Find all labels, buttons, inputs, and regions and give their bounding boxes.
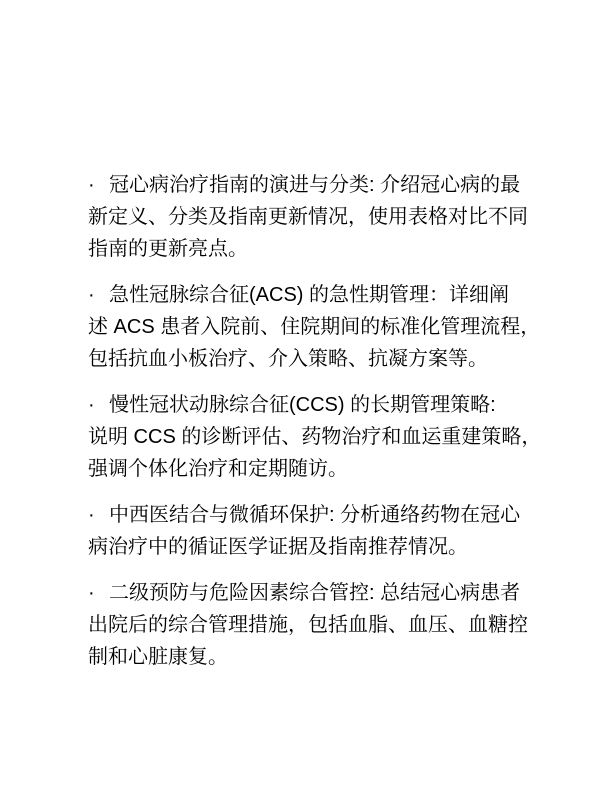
bullet-line (88, 577, 528, 609)
bullet-line: 强调个体化治疗和定期随访。 (88, 458, 348, 480)
bullet-line (88, 389, 528, 421)
bullet-line-text: 慢性冠状动脉综合征(CCS) 的长期管理策略: (109, 394, 496, 416)
bullet-line: 包括抗血小板治疗、介入策略、抗凝方案等。 (88, 348, 488, 370)
bullet-line: 述 ACS 患者入院前、住院期间的标准化管理流程， (88, 316, 541, 338)
bullet-line-text: 急性冠脉综合征(ACS) 的急性期管理：详细阐 (109, 284, 509, 306)
bullet-line (88, 169, 528, 201)
bullet-line: 病治疗中的循证医学证据及指南推荐情况。 (88, 536, 468, 558)
bullet-line: 说明 CCS 的诊断评估、药物治疗和血运重建策略， (88, 426, 542, 448)
bullet-item (88, 499, 528, 563)
bullet-item (88, 577, 528, 673)
bullet-line: 新定义、分类及指南更新情况，使用表格对比不同 (88, 206, 528, 228)
bullet-item (88, 389, 542, 485)
bullet-marker: · (88, 582, 95, 604)
bullet-line-text: 中西医结合与微循环保护: 分析通络药物在冠心 (109, 504, 521, 526)
bullet-marker: · (88, 394, 95, 416)
bullet-marker: · (88, 284, 95, 306)
bullet-item (88, 279, 541, 375)
bullet-item (88, 169, 528, 265)
bullet-marker: · (88, 504, 95, 526)
bullet-line: 出院后的综合管理措施，包括血脂、血压、血糖控 (88, 614, 528, 636)
bullet-line: 制和心脏康复。 (88, 646, 228, 668)
bullet-line (88, 279, 528, 311)
bullet-line: 指南的更新亮点。 (88, 238, 248, 260)
bullet-line (88, 499, 528, 531)
bullet-line-text: 冠心病治疗指南的演进与分类: 介绍冠心病的最 (109, 174, 521, 196)
bullet-marker: · (88, 174, 95, 196)
bullet-line-text: 二级预防与危险因素综合管控: 总结冠心病患者 (109, 582, 521, 604)
bullet-list (88, 169, 542, 687)
